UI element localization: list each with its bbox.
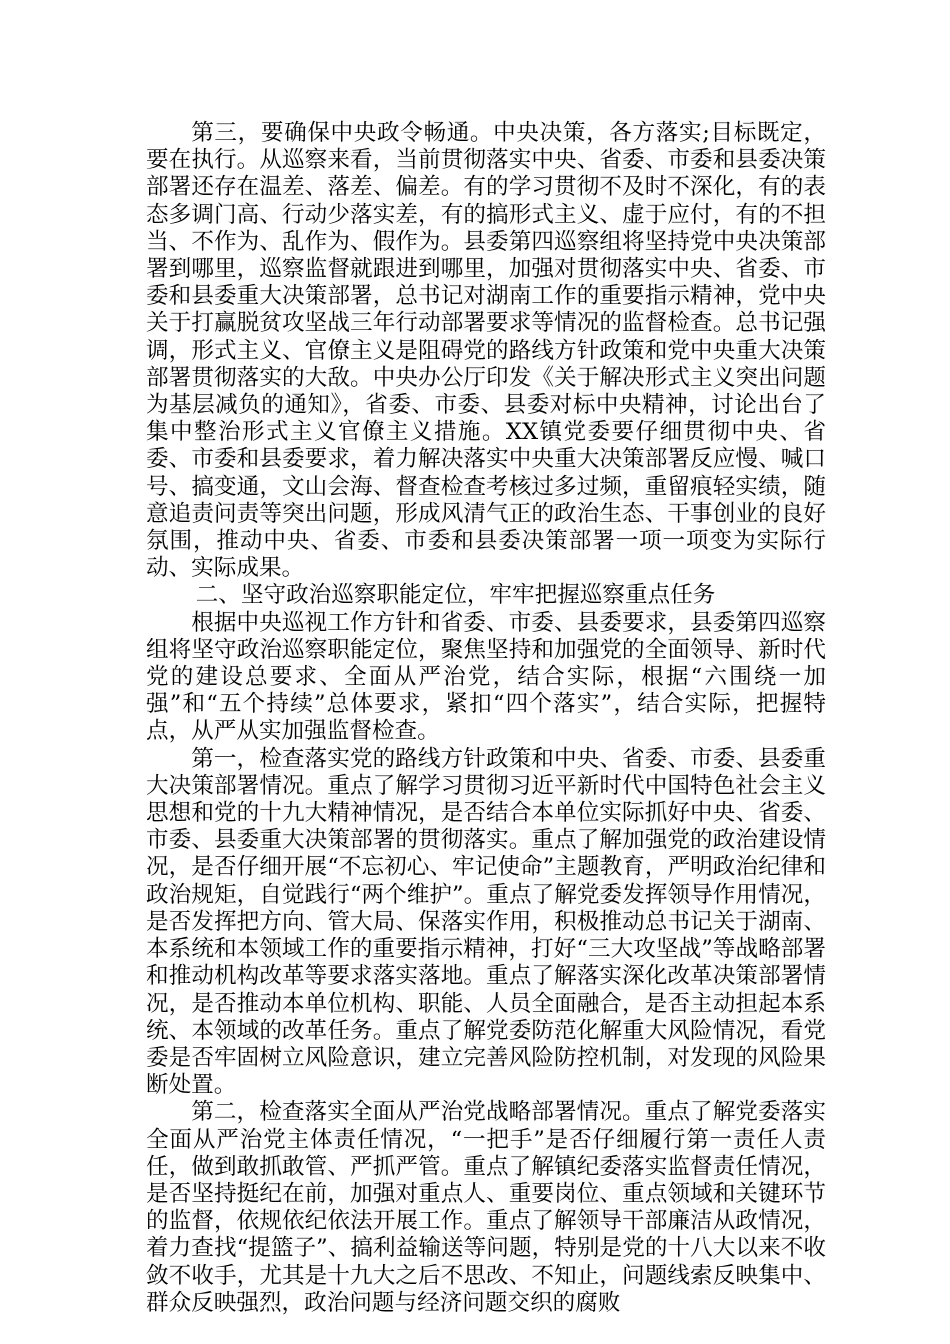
paragraph-section-three: 第三，要确保中央政令畅通。中央决策，各方落实;目标既定，要在执行。从巡察来看，当前贯彻落实中央、省委、市委和县委决策部署还存在温差、落差、偏差。有的学习贯彻不及时不深化，有的表态多调门高、行动少落实差，有的搞形式主义、虚于应付，有的不担当、不作为、乱作为、假作为。县委第四巡察组将坚持党中央决策部署到哪里，巡察监督就跟进到哪里，加强对贯彻落实中央、省委、市委和县委重大决策部署，总书记对湖南工作的重要指示精神，党中央关于打赢脱贫攻坚战三年行动部署要求等情况的监督检查。总书记强调，形式主义、官僚主义是阻碍党的路线方针政策和党中央重大决策部署贯彻落实的大敌。中央办公厅印发《关于解决形式主义突出问题为基层减负的通知》，省委、市委、县委对标中央精神，讨论出台了集中整治形式主义官僚主义措施。XX镇党委要仔细贯彻中央、省委、市委和县委要求，着力解决落实中央重大决策部署反应慢、喊口号、搞变通，文山会海、督查检查考核过多过频，重留痕轻实绩，随意追责问责等突出问题，形成风清气正的政治生态、干事创业的良好氛围，推动中央、省委、市委和县委决策部署一项一项变为实际行动、实际成果。 <box>146 120 826 582</box>
paragraph-intro: 根据中央巡视工作方针和省委、市委、县委要求，县委第四巡察组将坚守政治巡察职能定位，聚焦坚持和加强党的全面领导、新时代党的建设总要求、全面从严治党，结合实际，根据“六围绕一加强”和“五个持续”总体要求，紧扣“四个落实”，结合实际，把握特点，从严从实加强监督检查。 <box>146 609 826 745</box>
document-page <box>146 120 826 1317</box>
paragraph-item-two: 第二，检查落实全面从严治党战略部署情况。重点了解党委落实全面从严治党主体责任情况，“一把手”是否仔细履行第一责任人责任，做到敢抓敢管、严抓严管。重点了解镇纪委落实监督责任情况，是否坚持挺纪在前，加强对重点人、重要岗位、重点领域和关键环节的监督，依规依纪依法开展工作。重点了解领导干部廉洁从政情况，着力查找“提篮子”、搞利益输送等问题，特别是党的十八大以来不收敛不收手，尤其是十九大之后不思改、不知止，问题线索反映集中、群众反映强烈，政治问题与经济问题交织的腐败 <box>146 1099 826 1316</box>
paragraph-item-one: 第一，检查落实党的路线方针政策和中央、省委、市委、县委重大决策部署情况。重点了解学习贯彻习近平新时代中国特色社会主义思想和党的十九大精神情况，是否结合本单位实际抓好中央、省委、市委、县委重大决策部署的贯彻落实。重点了解加强党的政治建设情况，是否仔细开展“不忘初心、牢记使命”主题教育，严明政治纪律和政治规矩，自觉践行“两个维护”。重点了解党委发挥领导作用情况，是否发挥把方向、管大局、保落实作用，积极推动总书记关于湖南、本系统和本领域工作的重要指示精神，打好“三大攻坚战”等战略部署和推动机构改革等要求落实落地。重点了解落实深化改革决策部署情况，是否推动本单位机构、职能、人员全面融合，是否主动担起本系统、本领域的改革任务。重点了解党委防范化解重大风险情况，看党委是否牢固树立风险意识，建立完善风险防控机制，对发现的风险果断处置。 <box>146 745 826 1099</box>
section-heading-two: 二、坚守政治巡察职能定位，牢牢把握巡察重点任务 <box>195 582 716 609</box>
